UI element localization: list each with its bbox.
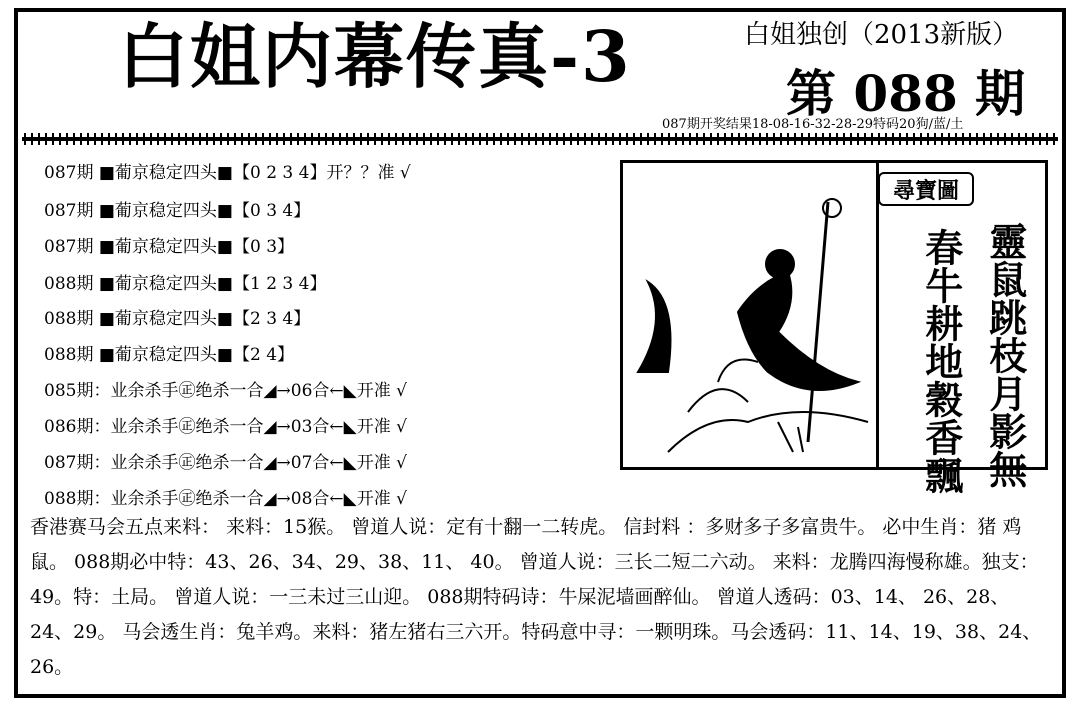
divider-tick xyxy=(262,133,264,145)
divider-tick xyxy=(927,133,929,145)
divider-tick xyxy=(759,133,761,145)
divider-tick xyxy=(836,133,838,145)
divider-tick xyxy=(808,133,810,145)
divider-tick xyxy=(283,133,285,145)
divider-tick xyxy=(486,133,488,145)
divider-tick xyxy=(108,133,110,145)
divider-tick xyxy=(45,133,47,145)
info-paragraph: 香港赛马会五点来料： 来料：15猴。 曾道人说：定有十翻一二转虎。 信封料 ：多财多子多富贵牛。 必中生肖：猪 鸡 鼠。 088期必中特：43、26、34、29、38、11、 40。 曾道人说：三长二短二六动。 来料：龙腾四海慢称雄。独支：49。特：土局。 曾道人说：一三未过三山迎。 088期特码诗：牛屎泥墙画醉仙。 曾道人透码：03、14、 26、28、24、29。 马会透生肖：兔羊鸡。来料：猪左猪右三六开。特码意中寻：一颗明珠。马会透码：11、14、19、38、24、26。 xyxy=(30,516,1042,678)
divider-tick xyxy=(164,133,166,145)
divider-tick xyxy=(171,133,173,145)
divider-tick xyxy=(150,133,152,145)
divider-tick xyxy=(507,133,509,145)
page-title: 白姐内幕传真-3 xyxy=(118,15,632,98)
divider-tick xyxy=(1046,133,1048,145)
divider-tick xyxy=(213,133,215,145)
divider-tick xyxy=(612,133,614,145)
divider-tick xyxy=(745,133,747,145)
divider-tick xyxy=(59,133,61,145)
left-border-bar xyxy=(14,150,18,355)
divider-tick xyxy=(563,133,565,145)
divider-tick xyxy=(843,133,845,145)
divider-tick xyxy=(1039,133,1041,145)
divider-tick xyxy=(878,133,880,145)
divider-tick xyxy=(983,133,985,145)
prediction-line: 087期 ■葡京稳定四头■【0 2 3 4】开？？准 √ xyxy=(44,163,411,183)
divider-tick xyxy=(710,133,712,145)
divider-tick xyxy=(976,133,978,145)
divider-tick xyxy=(402,133,404,145)
divider-tick xyxy=(444,133,446,145)
divider-tick xyxy=(990,133,992,145)
divider-tick xyxy=(521,133,523,145)
divider-tick xyxy=(94,133,96,145)
divider-tick xyxy=(997,133,999,145)
divider-tick xyxy=(248,133,250,145)
divider-tick xyxy=(633,133,635,145)
prediction-line: 086期：业余杀手㊣绝杀一合◢→03合←◣开准 √ xyxy=(44,417,407,437)
divider-tick xyxy=(479,133,481,145)
divider-tick xyxy=(899,133,901,145)
divider-tick xyxy=(542,133,544,145)
divider-tick xyxy=(325,133,327,145)
divider-tick xyxy=(500,133,502,145)
divider-tick xyxy=(857,133,859,145)
divider-tick xyxy=(661,133,663,145)
prediction-line: 085期：业余杀手㊣绝杀一合◢→06合←◣开准 √ xyxy=(44,381,407,401)
divider-tick xyxy=(129,133,131,145)
divider-tick xyxy=(626,133,628,145)
divider-tick xyxy=(906,133,908,145)
divider-tick xyxy=(24,133,26,145)
divider-tick xyxy=(598,133,600,145)
divider-tick xyxy=(1004,133,1006,145)
divider-tick xyxy=(115,133,117,145)
divider-tick xyxy=(773,133,775,145)
divider-tick xyxy=(423,133,425,145)
divider-tick xyxy=(815,133,817,145)
divider-tick xyxy=(360,133,362,145)
divider-tick xyxy=(458,133,460,145)
divider-tick xyxy=(255,133,257,145)
divider-tick xyxy=(584,133,586,145)
divider-tick xyxy=(80,133,82,145)
divider-tick xyxy=(276,133,278,145)
divider-tick xyxy=(668,133,670,145)
divider-tick xyxy=(234,133,236,145)
divider-tick xyxy=(31,133,33,145)
divider-tick xyxy=(871,133,873,145)
divider-tick xyxy=(157,133,159,145)
divider-tick xyxy=(934,133,936,145)
divider-tick xyxy=(780,133,782,145)
divider-tick xyxy=(346,133,348,145)
treasure-illustration xyxy=(628,172,876,462)
divider-tick xyxy=(913,133,915,145)
divider-tick xyxy=(654,133,656,145)
divider-tick xyxy=(52,133,54,145)
divider-tick xyxy=(437,133,439,145)
prediction-line: 088期 ■葡京稳定四头■【2 4】 xyxy=(44,345,295,365)
divider-tick xyxy=(549,133,551,145)
divider-tick xyxy=(535,133,537,145)
draw-result: 087期开奖结果18-08-16-32-28-29特码20狗/蓝/土 xyxy=(662,117,964,132)
divider-tick xyxy=(101,133,103,145)
divider-tick xyxy=(304,133,306,145)
divider-tick xyxy=(416,133,418,145)
divider-tick xyxy=(339,133,341,145)
divider-tick xyxy=(640,133,642,145)
divider-tick xyxy=(1011,133,1013,145)
divider-tick xyxy=(143,133,145,145)
divider-tick xyxy=(941,133,943,145)
divider-tick xyxy=(206,133,208,145)
treasure-map-badge: 尋寶圖 xyxy=(878,172,974,206)
divider-tick xyxy=(353,133,355,145)
divider-tick xyxy=(381,133,383,145)
divider-tick xyxy=(87,133,89,145)
divider-tick xyxy=(66,133,68,145)
divider-tick xyxy=(220,133,222,145)
divider-tick xyxy=(885,133,887,145)
divider-tick xyxy=(185,133,187,145)
divider-tick xyxy=(430,133,432,145)
divider-tick xyxy=(311,133,313,145)
divider-tick xyxy=(395,133,397,145)
divider-tick xyxy=(682,133,684,145)
header-divider xyxy=(22,133,1058,145)
divider-tick xyxy=(269,133,271,145)
divider-tick xyxy=(367,133,369,145)
divider-tick xyxy=(920,133,922,145)
divider-tick xyxy=(1018,133,1020,145)
divider-tick xyxy=(192,133,194,145)
left-border-bar xyxy=(14,372,18,604)
divider-tick xyxy=(528,133,530,145)
divider-tick xyxy=(1032,133,1034,145)
divider-tick xyxy=(864,133,866,145)
divider-tick xyxy=(696,133,698,145)
divider-tick xyxy=(297,133,299,145)
divider-tick xyxy=(738,133,740,145)
divider-tick xyxy=(388,133,390,145)
prediction-line: 088期 ■葡京稳定四头■【2 3 4】 xyxy=(44,309,311,329)
divider-tick xyxy=(332,133,334,145)
divider-tick xyxy=(409,133,411,145)
prediction-line: 088期 ■葡京稳定四头■【1 2 3 4】 xyxy=(44,274,327,294)
divider-tick xyxy=(577,133,579,145)
divider-tick xyxy=(605,133,607,145)
divider-tick xyxy=(465,133,467,145)
poem-right: 靈鼠跳枝月影無 xyxy=(982,222,1028,488)
divider-tick xyxy=(724,133,726,145)
poem-left: 春牛耕地穀香飄 xyxy=(918,228,964,494)
issue-number: 第 088 期 xyxy=(786,64,1026,123)
divider-tick xyxy=(1025,133,1027,145)
divider-tick xyxy=(703,133,705,145)
divider-tick xyxy=(787,133,789,145)
divider-tick xyxy=(570,133,572,145)
divider-tick xyxy=(178,133,180,145)
divider-tick xyxy=(892,133,894,145)
divider-tick xyxy=(318,133,320,145)
divider-tick xyxy=(766,133,768,145)
divider-tick xyxy=(227,133,229,145)
divider-tick xyxy=(374,133,376,145)
divider-tick xyxy=(829,133,831,145)
divider-tick xyxy=(962,133,964,145)
divider-tick xyxy=(689,133,691,145)
divider-tick xyxy=(731,133,733,145)
divider-tick xyxy=(472,133,474,145)
prediction-line: 087期 ■葡京稳定四头■【0 3 4】 xyxy=(44,201,311,221)
edition-label: 白姐独创（2013新版） xyxy=(744,20,1019,50)
prediction-line: 088期：业余杀手㊣绝杀一合◢→08合←◣开准 √ xyxy=(44,489,407,509)
prediction-line: 087期 ■葡京稳定四头■【0 3】 xyxy=(44,237,295,257)
divider-tick xyxy=(647,133,649,145)
divider-tick xyxy=(136,133,138,145)
divider-tick xyxy=(969,133,971,145)
divider-tick xyxy=(514,133,516,145)
divider-tick xyxy=(948,133,950,145)
divider-tick xyxy=(122,133,124,145)
divider-tick xyxy=(822,133,824,145)
divider-tick xyxy=(199,133,201,145)
divider-tick xyxy=(493,133,495,145)
divider-tick xyxy=(73,133,75,145)
divider-tick xyxy=(241,133,243,145)
divider-tick xyxy=(675,133,677,145)
divider-tick xyxy=(1053,133,1055,145)
divider-tick xyxy=(451,133,453,145)
treasure-map-divider xyxy=(876,160,879,470)
divider-tick xyxy=(619,133,621,145)
divider-tick xyxy=(38,133,40,145)
divider-tick xyxy=(591,133,593,145)
divider-tick xyxy=(801,133,803,145)
divider-tick xyxy=(752,133,754,145)
prediction-line: 087期：业余杀手㊣绝杀一合◢→07合←◣开准 √ xyxy=(44,453,407,473)
divider-tick xyxy=(850,133,852,145)
divider-tick xyxy=(717,133,719,145)
divider-tick xyxy=(794,133,796,145)
divider-tick xyxy=(290,133,292,145)
divider-tick xyxy=(955,133,957,145)
divider-tick xyxy=(556,133,558,145)
